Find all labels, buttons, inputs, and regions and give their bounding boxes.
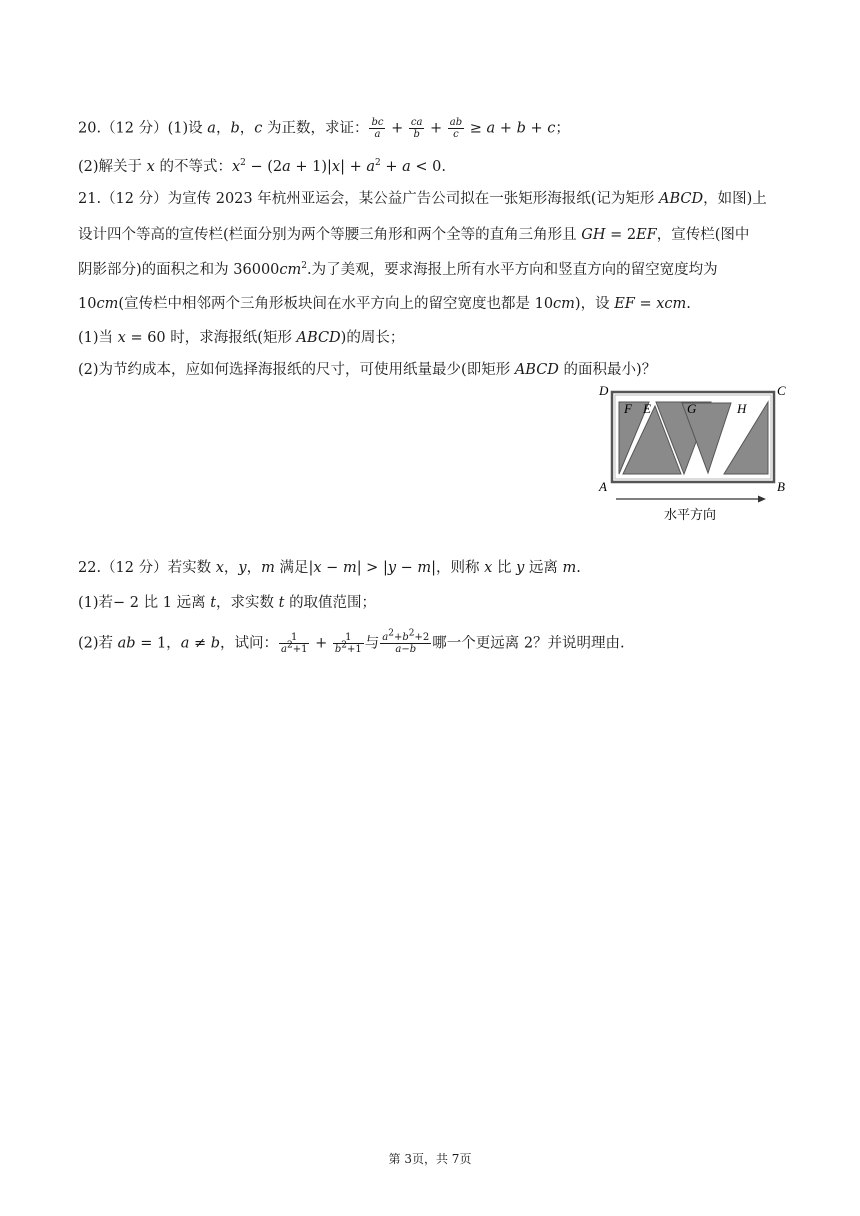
label-A: A	[599, 479, 607, 494]
fraction: $\frac{ab}{c}$	[449, 117, 463, 140]
q22-part1: (1)若− 2 比 1 远离 t，求实数 t 的取值范围；	[78, 595, 377, 611]
q22-part2: (2)若 ab = 1，a ≠ b，试问： $\frac{1}{a^2+1}$ + $\frac{1}{b^2+1}$ 与 $\frac{a^2+b^2+2}{a-b}$ 哪一个更远离 2？并说明理由.	[78, 628, 625, 655]
q21-number: 21.	[78, 191, 102, 207]
fraction: $\frac{1}{a^2+1}$	[281, 632, 308, 655]
label-B: B	[777, 479, 785, 494]
q20-number: 20.	[78, 120, 102, 137]
label-F: F	[624, 401, 632, 416]
q21-score: （12 分）	[101, 191, 168, 207]
fraction: $\frac{ca}{b}$	[410, 117, 423, 140]
q22-number: 22.	[78, 560, 102, 576]
q20-score: （12 分）	[101, 120, 168, 137]
poster-figure	[594, 381, 794, 527]
q21-line1: 21.（12 分）为宣传 2023 年杭州亚运会，某公益广告公司拟在一张矩形海报纸(记为矩形 ABCD，如图)上	[78, 191, 767, 207]
label-D: D	[599, 383, 609, 398]
q22-line1: 22.（12 分）若实数 x，y，m 满足|x − m| > |y − m|，则称 x 比 y 远离 m.	[78, 560, 581, 576]
q20-part1: 20.（12 分）(1)设 a，b，c 为正数，求证： $\frac{bc}{a}$ + $\frac{ca}{b}$ + $\frac{ab}{c}$ ≥ a + b + c；	[78, 117, 570, 140]
poster-diagram	[594, 381, 794, 527]
label-G: G	[687, 401, 697, 416]
q21-line3: 阴影部分)的面积之和为 $36000cm^2$.为了美观，要求海报上所有水平方向和竖直方向的留空宽度均为	[78, 261, 718, 278]
page-footer: 第 3页，共 7页	[388, 1152, 472, 1166]
fraction: $\frac{bc}{a}$	[371, 117, 384, 140]
axis-caption: 水平方向	[664, 508, 717, 523]
q21-part1: (1)当 x = 60 时，求海报纸(矩形 ABCD)的周长；	[78, 330, 405, 346]
fraction: $\frac{a^2+b^2+2}{a-b}$	[382, 628, 430, 655]
q21-line4: 10cm(宣传栏中相邻两个三角形板块间在水平方向上的留空宽度也都是 10cm)，设 EF = xcm.	[78, 296, 691, 312]
fraction: $\frac{1}{b^2+1}$	[334, 632, 362, 655]
q21-line2: 设计四个等高的宣传栏(栏面分别为两个等腰三角形和两个全等的直角三角形且 GH = 2EF，宣传栏(图中	[78, 227, 750, 243]
q22-score: （12 分）	[101, 560, 168, 576]
label-E: E	[643, 401, 651, 416]
q20-part2: (2)解关于 x 的不等式：$x^2 - (2a + 1)|x| + a^2 + a < 0$.	[78, 158, 446, 175]
label-H: H	[737, 401, 747, 416]
q21-part2: (2)为节约成本，应如何选择海报纸的尺寸，可使用纸量最少(即矩形 ABCD 的面积最小)？	[78, 362, 657, 378]
direction-arrow-head	[758, 496, 766, 503]
label-C: C	[777, 383, 786, 398]
